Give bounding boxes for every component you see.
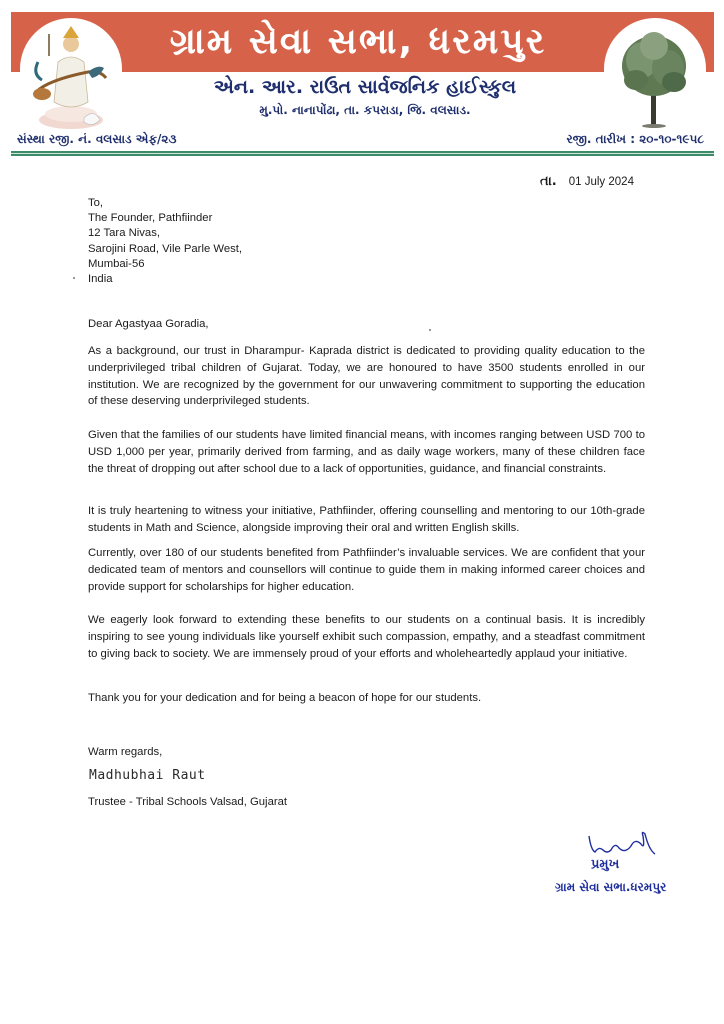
paragraph-initiative: It is truly heartening to witness your initiative, Pathfiinder, offering counselling and mentoring to our 10th-grade students in Math and Science, alongside improving their oral and written English skills. <box>88 505 645 534</box>
paragraph-thanks: Thank you for your dedication and for being a beacon of hope for our students. <box>88 692 482 704</box>
closing: Warm regards, <box>88 746 163 758</box>
school-address: મુ.પો. નાનાપોંઢા, તા. કપરાડા, જિ. વલસાડ. <box>259 103 471 117</box>
scan-speck <box>73 277 75 279</box>
school-name: એન. આર. રાઉત સાર્વજનિક હાઈસ્કુલ <box>213 76 517 98</box>
stamp-organization: ગ્રામ સેવા સભા.ધરમપુર <box>555 880 667 894</box>
letter-date-line <box>540 174 634 189</box>
president-stamp <box>555 828 705 903</box>
recipient-address <box>88 196 645 287</box>
letterhead-divider <box>11 151 714 156</box>
recipient-line: Sarojini Road, Vile Parle West, <box>88 242 243 255</box>
scan-speck <box>429 329 431 331</box>
salutation: Dear Agastyaa Goradia, <box>88 318 209 330</box>
recipient-line: Mumbai-56 <box>88 257 145 270</box>
recipient-line: India <box>88 273 113 286</box>
paragraph-financial-context: Given that the families of our students have limited financial means, with incomes ranging between USD 700 to USD 1,000 per year, primarily derived from farming, and as daily wage workers, many of these children face the threat of dropping out after school due to a lack of opportunities, guidance, and financial constraints. <box>88 429 645 475</box>
letterhead <box>0 0 724 160</box>
signatory-signature: Madhubhai Raut <box>89 768 206 783</box>
registration-number: સંસ્થા રજી. નં. વલસાડ એફ/૨૩ <box>17 132 177 146</box>
letter-date: 01 July 2024 <box>568 176 634 188</box>
date-prefix: તા. <box>540 174 557 189</box>
tree-image <box>612 24 696 132</box>
paragraph-appreciation: We eagerly look forward to extending these benefits to our students on a continual basis. It is incredibly inspiring to see young individuals like yourself exhibit such compassion, empathy, and a steadfast commitment to giving back to society. We are immensely proud of your efforts and wholeheartedly applaud your initiative. <box>88 614 645 660</box>
signatory-title: Trustee - Tribal Schools Valsad, Gujarat <box>88 796 288 808</box>
recipient-line: 12 Tara Nivas, <box>88 227 161 240</box>
stamp-role: પ્રમુખ <box>591 857 620 872</box>
org-title: ગ્રામ સેવા સભા, ધરમપુર <box>169 21 547 62</box>
registration-date: રજી. તારીખ : ૨૦-૧૦-૧૯૫૮ <box>566 132 704 146</box>
recipient-line: The Founder, Pathfiinder <box>88 212 213 225</box>
handwritten-signature-icon <box>585 828 665 860</box>
saraswati-deity-image <box>28 22 114 132</box>
paragraph-impact: Currently, over 180 of our students benefited from Pathfiinder’s invaluable services. We are confident that your dedicated team of mentors and counsellors will continue to guide them in making informed career choices and provide support for scholarships for higher education. <box>88 547 645 593</box>
paragraph-background: As a background, our trust in Dharampur- Kaprada district is dedicated to providing quality education to the underprivileged tribal children of Gujarat. Today, we are honoured to have 3500 students enrolled in our institution. We are recognized by the government for our unwavering commitment to supporting the education of these deserving underprivileged students. <box>88 345 645 408</box>
recipient-to: To, <box>88 197 104 209</box>
